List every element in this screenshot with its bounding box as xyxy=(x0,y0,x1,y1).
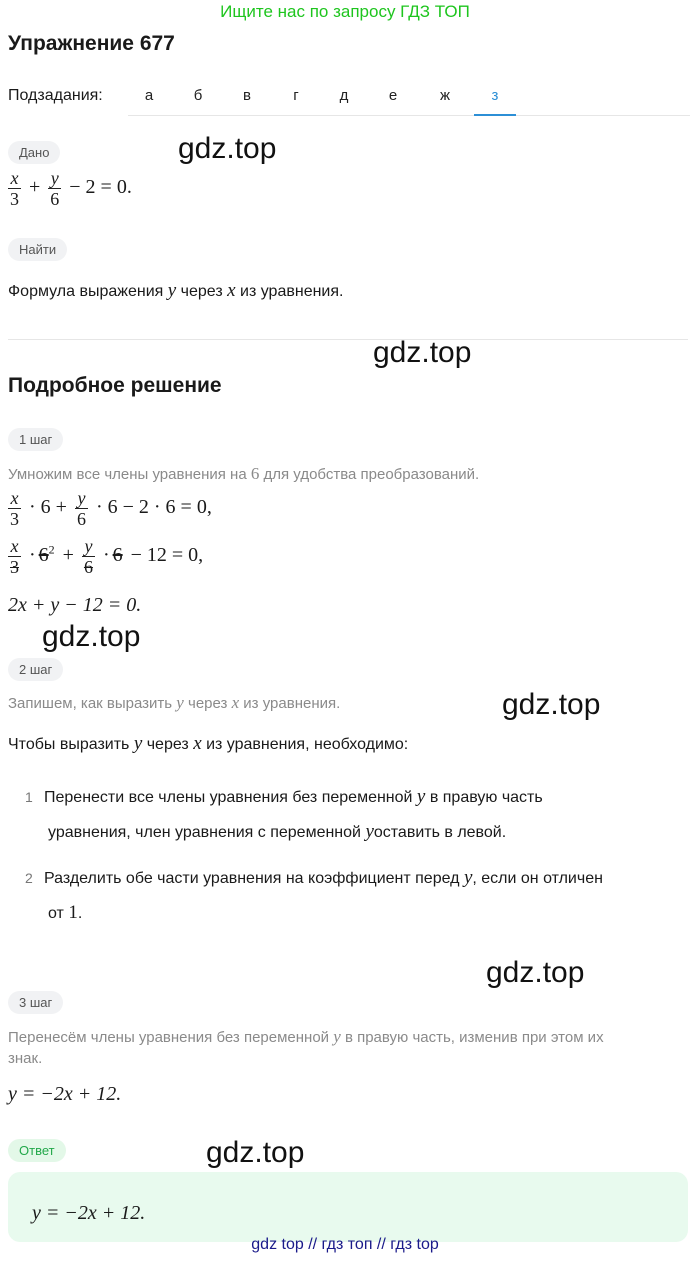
subtasks-label: Подзадания: xyxy=(8,87,103,104)
watermark: gdz.top xyxy=(42,620,141,653)
top-banner: Ищите нас по запросу ГДЗ ТОП xyxy=(220,2,470,21)
tab-zh[interactable]: ж xyxy=(439,87,451,104)
subtask-tabs xyxy=(128,78,690,116)
page-title: Упражнение 677 xyxy=(8,32,175,55)
step1-description: Умножим все члены уравнения на 6 для удобства преобразований. xyxy=(8,464,480,483)
tab-b[interactable]: б xyxy=(193,87,203,104)
fraction: $\frac{x}{3}$ xyxy=(10,168,19,209)
answer-value: y = −2x + 12. xyxy=(32,1202,146,1224)
list-item: Разделить обе части уравнения на коэффициент перед y, если он отличен xyxy=(44,867,603,888)
step2-badge: 2 шаг xyxy=(8,658,63,681)
tab-a[interactable]: а xyxy=(144,87,154,104)
step1-equation-3: 2x + y − 12 = 0. xyxy=(8,594,142,616)
tab-e[interactable]: е xyxy=(388,87,398,104)
footer-links[interactable]: gdz top // гдз топ // гдз top xyxy=(251,1236,439,1253)
solution-heading: Подробное решение xyxy=(8,374,222,397)
tab-g[interactable]: г xyxy=(293,87,299,104)
find-text: Формула выражения y через x из уравнения. xyxy=(8,280,344,301)
list-item-number: 1 xyxy=(25,789,33,805)
step1-badge: 1 шаг xyxy=(8,428,63,451)
tab-z[interactable]: з xyxy=(474,78,516,116)
step3-badge: 3 шаг xyxy=(8,991,63,1014)
list-item-continuation: уравнения, член уравнения с переменной yоставить в левой. xyxy=(48,821,507,842)
given-badge: Дано xyxy=(8,141,60,164)
step3-description: Перенесём члены уравнения без переменной y в правую часть, изменив при этом их xyxy=(8,1027,604,1046)
watermark: gdz.top xyxy=(178,132,277,165)
watermark: gdz.top xyxy=(373,336,472,369)
watermark: gdz.top xyxy=(502,688,601,721)
given-equation: $\frac{x}{3}$ + $\frac{y}{6}$ − 2 = 0. xyxy=(10,168,132,209)
watermark: gdz.top xyxy=(486,956,585,989)
answer-badge: Ответ xyxy=(8,1139,66,1162)
step2-intro: Чтобы выразить y через x из уравнения, необходимо: xyxy=(8,733,409,754)
list-item: Перенести все члены уравнения без переменной y в правую часть xyxy=(44,786,543,807)
tab-v[interactable]: в xyxy=(243,87,251,104)
list-item-number: 2 xyxy=(25,870,33,886)
divider xyxy=(8,339,688,340)
tab-d[interactable]: д xyxy=(339,87,349,104)
step3-description-continued: знак. xyxy=(8,1050,43,1067)
step1-equation-2: $\frac{x}{3}$ · $6^2$ + $\frac{y}{6}$ · 6 − 12 = 0, xyxy=(10,536,204,577)
step3-result: y = −2x + 12. xyxy=(8,1083,122,1105)
fraction: $\frac{y}{6}$ xyxy=(50,168,60,209)
step2-description: Запишем, как выразить y через x из уравнения. xyxy=(8,693,341,712)
step1-equation-1: $\frac{x}{3}$ · 6 + $\frac{y}{6}$ · 6 − 2 · 6 = 0, xyxy=(10,488,212,529)
find-badge: Найти xyxy=(8,238,67,261)
list-item-continuation: от 1. xyxy=(48,902,83,923)
watermark: gdz.top xyxy=(206,1136,305,1169)
